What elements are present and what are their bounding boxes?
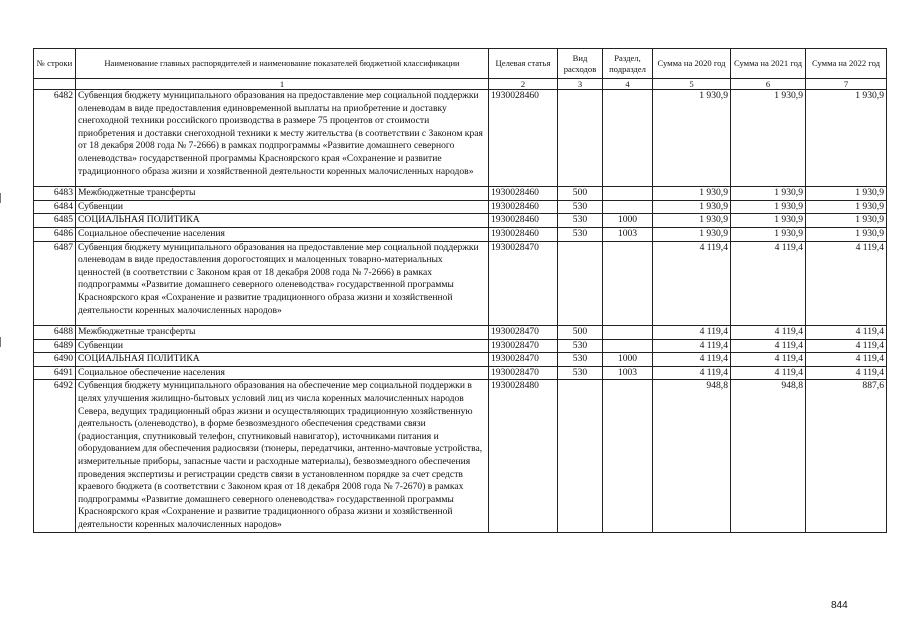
row-section [603,339,653,353]
budget-table-sheet [33,48,886,533]
row-section: 1003 [603,227,653,241]
row-target-article: 1930028470 [489,339,558,353]
row-target-article: 1930028460 [489,90,558,187]
row-sum-2020: 1 930,9 [653,200,731,214]
column-number: 1 [76,79,489,90]
row-section [603,326,653,340]
row-sum-2021: 4 119,4 [731,353,806,367]
row-name: Социальное обеспечение населения [76,366,489,380]
row-target-article: 1930028480 [489,380,558,532]
row-sum-2020: 4 119,4 [653,339,731,353]
row-expense-type: 530 [558,200,603,214]
row-name: Социальное обеспечение населения [76,227,489,241]
row-target-article: 1930028460 [489,187,558,201]
row-number: 6492 [34,380,76,532]
row-sum-2021: 4 119,4 [731,366,806,380]
scan-edge-mark [0,337,1,347]
row-expense-type: 530 [558,366,603,380]
row-sum-2021: 1 930,9 [731,200,806,214]
row-sum-2020: 948,8 [653,380,731,532]
header-sum-2022: Сумма на 2022 год [806,49,887,79]
row-number: 6490 [34,353,76,367]
row-name: Межбюджетные трансферты [76,326,489,340]
row-sum-2022: 1 930,9 [806,214,887,228]
column-number: 3 [558,79,603,90]
table-header-row [34,49,887,79]
row-target-article: 1930028460 [489,227,558,241]
row-name: Субвенции [76,339,489,353]
row-section [603,90,653,187]
row-target-article: 1930028470 [489,326,558,340]
row-expense-type: 530 [558,353,603,367]
row-target-article: 1930028470 [489,366,558,380]
row-sum-2021: 4 119,4 [731,241,806,326]
table-row [34,326,887,340]
table-row [34,339,887,353]
row-sum-2022: 4 119,4 [806,353,887,367]
row-section [603,380,653,532]
header-sum-2021: Сумма на 2021 год [731,49,806,79]
row-name: Субвенция бюджету муниципального образования на предоставление мер социальной поддержки оленеводам в виде предоставления единовременной выплаты на приобретение и доставку снегоходной техники российского производства в размере 75 процентов от стоимости приобретения и доставки снегоходной техники к месту жительства (в соответствии с Законом края от 18 декабря 2008 года № 7-2666) в рамках подпрограммы «Развитие домашнего северного оленеводства» государственной программы Красноярского края «Сохранение и развитие традиционного образа жизни и хозяйственной деятельности коренных малочисленных народов» [76,90,489,187]
row-number: 6484 [34,200,76,214]
header-name: Наименование главных распорядителей и наименование показателей бюджетной классификации [76,49,489,79]
row-sum-2020: 4 119,4 [653,353,731,367]
row-expense-type: 500 [558,187,603,201]
scan-edge-mark [0,193,1,203]
column-number: 6 [731,79,806,90]
row-sum-2021: 1 930,9 [731,214,806,228]
row-name: Субвенция бюджету муниципального образования на предоставление мер социальной поддержки оленеводам в виде предоставления дорогостоящих и малоценных товарно-материальных ценностей (в соответствии с Законом края от 18 декабря 2008 года № 7-2666) в рамках подпрограммы «Развитие домашнего северного оленеводства» государственной программы Красноярского края «Сохранение и развитие традиционного образа жизни и хозяйственной деятельности коренных малочисленных народов» [76,241,489,326]
row-sum-2021: 4 119,4 [731,326,806,340]
row-target-article: 1930028470 [489,241,558,326]
row-section: 1003 [603,366,653,380]
row-sum-2021: 1 930,9 [731,227,806,241]
row-name: Межбюджетные трансферты [76,187,489,201]
row-number: 6485 [34,214,76,228]
table-row [34,90,887,187]
row-expense-type: 530 [558,227,603,241]
row-number: 6491 [34,366,76,380]
table-row [34,227,887,241]
row-name: Субвенции [76,200,489,214]
row-number: 6483 [34,187,76,201]
header-expense-type: Вид расходов [558,49,603,79]
column-number: 4 [603,79,653,90]
row-sum-2022: 1 930,9 [806,227,887,241]
table-row [34,214,887,228]
budget-table [33,48,887,533]
page-number: 844 [831,600,848,611]
header-row-number: № строки [34,49,76,79]
column-numbers-row [34,79,887,90]
column-number: 5 [653,79,731,90]
row-sum-2021: 948,8 [731,380,806,532]
row-sum-2020: 4 119,4 [653,241,731,326]
row-sum-2020: 1 930,9 [653,187,731,201]
header-section: Раздел, подраздел [603,49,653,79]
column-number: 7 [806,79,887,90]
column-number: 2 [489,79,558,90]
row-sum-2021: 1 930,9 [731,187,806,201]
row-sum-2020: 1 930,9 [653,214,731,228]
row-sum-2021: 4 119,4 [731,339,806,353]
row-sum-2022: 887,6 [806,380,887,532]
table-row [34,380,887,532]
header-target-article: Целевая статья [489,49,558,79]
row-number: 6489 [34,339,76,353]
table-row [34,200,887,214]
row-sum-2020: 4 119,4 [653,326,731,340]
row-section [603,200,653,214]
table-row [34,187,887,201]
row-sum-2020: 4 119,4 [653,366,731,380]
row-target-article: 1930028470 [489,353,558,367]
header-sum-2020: Сумма на 2020 год [653,49,731,79]
row-sum-2022: 4 119,4 [806,241,887,326]
table-row [34,241,887,326]
row-number: 6482 [34,90,76,187]
row-expense-type [558,241,603,326]
row-section [603,187,653,201]
row-number: 6486 [34,227,76,241]
row-sum-2022: 1 930,9 [806,90,887,187]
row-section [603,241,653,326]
table-row [34,366,887,380]
row-sum-2022: 4 119,4 [806,339,887,353]
row-sum-2022: 4 119,4 [806,326,887,340]
row-expense-type: 530 [558,339,603,353]
row-name: Субвенция бюджету муниципального образования на обеспечение мер социальной поддержки в целях улучшения жилищно-бытовых условий лиц из числа коренных малочисленных народов Севера, ведущих традиционный образ жизни и осуществляющих традиционную хозяйственную деятельность (оленеводство), в форме безвозмездного обеспечения средствами связи (радиостанция, спутниковый телефон, спутниковый навигатор), источниками питания и оборудованием для обеспечения радиосвязи (тюнеры, передатчики, антенно-мачтовые устройства, измерительные приборы, запасные части и расходные материалы), безвозмездного обеспечения проведения экспертизы и регистрации средств связи в установленном порядке за счет средств краевого бюджета (в соответствии с Законом края от 18 декабря 2008 года № 7-2670) в рамках подпрограммы «Развитие домашнего северного оленеводства» государственной программы Красноярского края «Сохранение и развитие традиционного образа жизни и хозяйственной деятельности коренных малочисленных народов» [76,380,489,532]
row-number: 6487 [34,241,76,326]
row-sum-2020: 1 930,9 [653,90,731,187]
row-sum-2022: 4 119,4 [806,366,887,380]
row-expense-type: 530 [558,214,603,228]
row-expense-type [558,380,603,532]
row-expense-type: 500 [558,326,603,340]
row-target-article: 1930028460 [489,214,558,228]
row-section: 1000 [603,353,653,367]
row-name: СОЦИАЛЬНАЯ ПОЛИТИКА [76,214,489,228]
row-sum-2022: 1 930,9 [806,200,887,214]
table-row [34,353,887,367]
column-number [34,79,76,90]
row-target-article: 1930028460 [489,200,558,214]
row-sum-2020: 1 930,9 [653,227,731,241]
row-sum-2022: 1 930,9 [806,187,887,201]
row-section: 1000 [603,214,653,228]
row-expense-type [558,90,603,187]
row-number: 6488 [34,326,76,340]
row-sum-2021: 1 930,9 [731,90,806,187]
row-name: СОЦИАЛЬНАЯ ПОЛИТИКА [76,353,489,367]
